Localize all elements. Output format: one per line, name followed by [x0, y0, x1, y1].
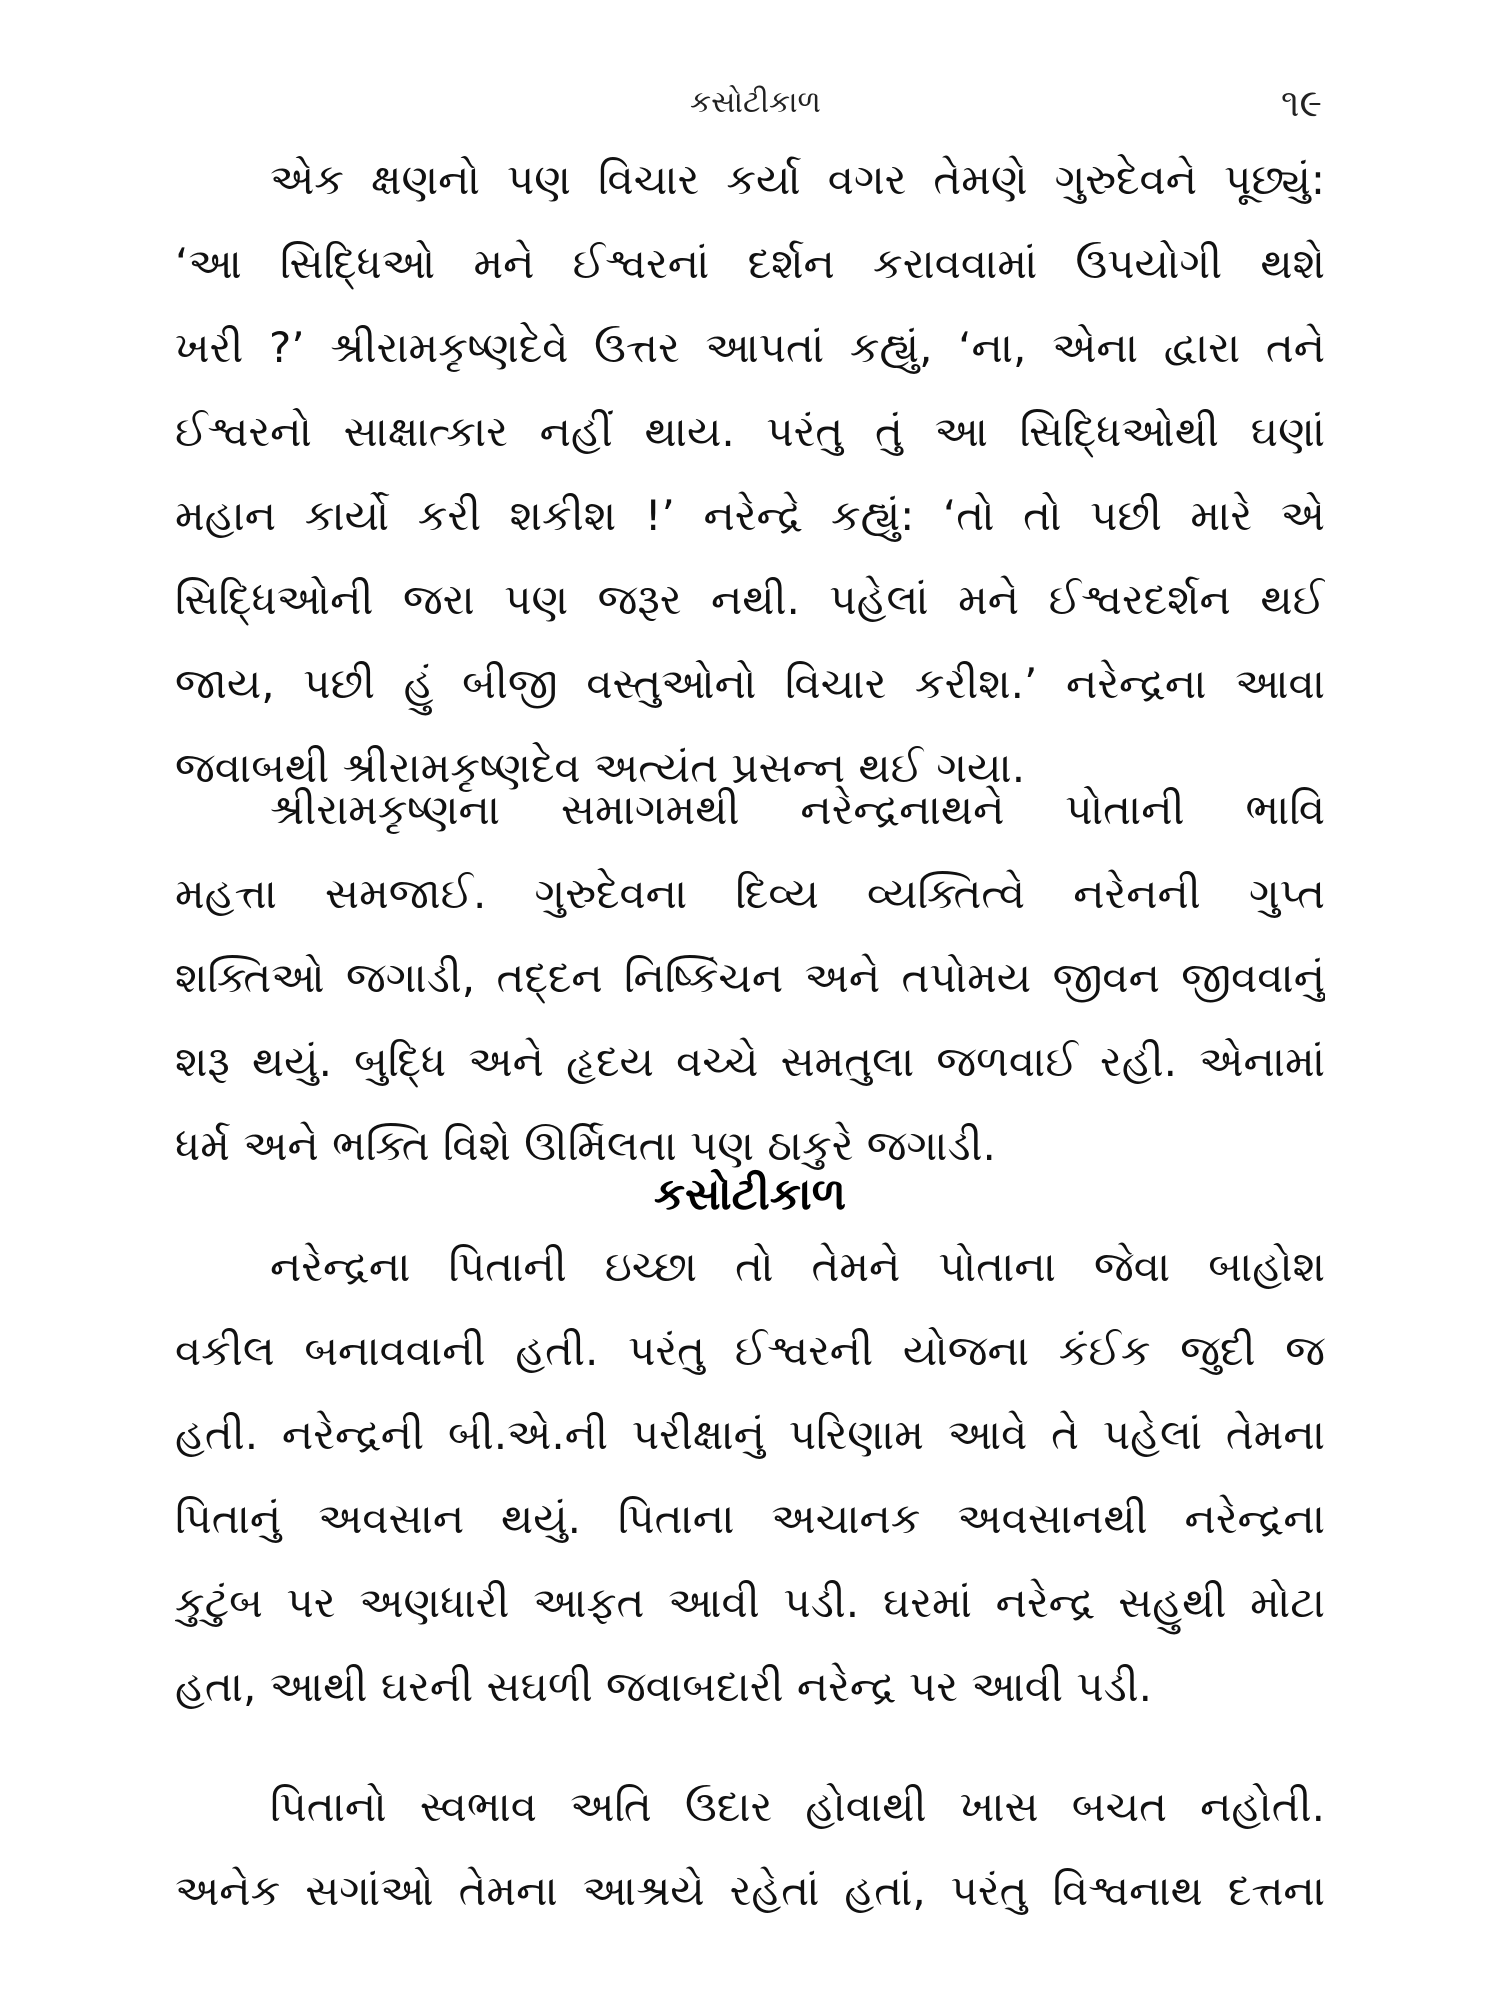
paragraph-4	[175, 1765, 1325, 1933]
text-line: મહત્તા સમજાઈ. ગુરુદેવના દિવ્ય વ્યક્તિત્વે નરેનની ગુપ્ત	[175, 869, 1325, 918]
running-title: કસોટીકાળ	[690, 85, 821, 120]
text-line: શક્તિઓ જગાડી, તદ્દન નિષ્કિંચન અને તપોમય જીવન જીવવાનું	[175, 953, 1325, 1002]
text-line: વકીલ બનાવવાની હતી. પરંતુ ઈશ્વરની યોજના કંઈક જુદી જ	[175, 1326, 1325, 1375]
paragraph-1	[175, 138, 1325, 810]
text-line: પિતાનો સ્વભાવ અતિ ઉદાર હોવાથી ખાસ બચત નહોતી.	[270, 1782, 1325, 1831]
text-line: નરેન્દ્રના પિતાની ઇચ્છા તો તેમને પોતાના જેવા બાહોશ	[270, 1242, 1325, 1291]
text-line: ધર્મ અને ભક્તિ વિશે ઊર્મિલતા પણ ઠાકુરે જગાડી.	[175, 1121, 996, 1170]
text-line: હતા, આથી ઘરની સઘળી જવાબદારી નરેન્દ્ર પર આવી પડી.	[175, 1662, 1152, 1711]
text-line: શરૂ થયું. બુદ્ધિ અને હૃદય વચ્ચે સમતુલા જળવાઈ રહી. એનામાં	[175, 1037, 1325, 1086]
page-number: ૧૯	[1280, 81, 1322, 125]
text-line: શ્રીરામકૃષ્ણના સમાગમથી નરેન્દ્રનાથને પોતાની ભાવિ	[270, 785, 1325, 834]
text-line: ખરી ?’ શ્રીરામકૃષ્ણદેવે ઉત્તર આપતાં કહ્યું, ‘ના, એના દ્વારા તને	[175, 323, 1325, 372]
running-header	[0, 78, 1500, 128]
text-line: ‘આ સિદ્ધિઓ મને ઈશ્વરનાં દર્શન કરાવવામાં ઉપયોગી થશે	[175, 239, 1325, 288]
text-line: મહાન કાર્યો કરી શકીશ !’ નરેન્દ્રે કહ્યું: ‘તો તો પછી મારે એ	[175, 491, 1325, 540]
text-line: સિદ્ધિઓની જરા પણ જરૂર નથી. પહેલાં મને ઈશ્વરદર્શન થઈ	[175, 575, 1325, 624]
text-line: એક ક્ષણનો પણ વિચાર કર્યા વગર તેમણે ગુરુદેવને પૂછ્યું:	[270, 155, 1325, 204]
text-line: કુટુંબ પર અણધારી આફત આવી પડી. ઘરમાં નરેન્દ્ર સહુથી મોટા	[175, 1578, 1325, 1627]
text-line: ઈશ્વરનો સાક્ષાત્કાર નહીં થાય. પરંતુ તું આ સિદ્ધિઓથી ઘણાં	[175, 407, 1325, 456]
text-line: પિતાનું અવસાન થયું. પિતાના અચાનક અવસાનથી નરેન્દ્રના	[175, 1494, 1325, 1543]
section-heading: કસોટીકાળ	[653, 1169, 847, 1220]
paragraph-3	[175, 1225, 1325, 1729]
text-line: અનેક સગાંઓ તેમના આશ્રયે રહેતાં હતાં, પરંતુ વિશ્વનાથ દત્તના	[175, 1866, 1325, 1915]
text-line: જાય, પછી હું બીજી વસ્તુઓનો વિચાર કરીશ.’ નરેન્દ્રના આવા	[175, 659, 1325, 708]
text-line: જવાબથી શ્રીરામકૃષ્ણદેવ અત્યંત પ્રસન્ન થઈ ગયા.	[175, 743, 1026, 792]
paragraph-2	[175, 768, 1325, 1188]
text-line: હતી. નરેન્દ્રની બી.એ.ની પરીક્ષાનું પરિણામ આવે તે પહેલાં તેમના	[175, 1410, 1325, 1459]
